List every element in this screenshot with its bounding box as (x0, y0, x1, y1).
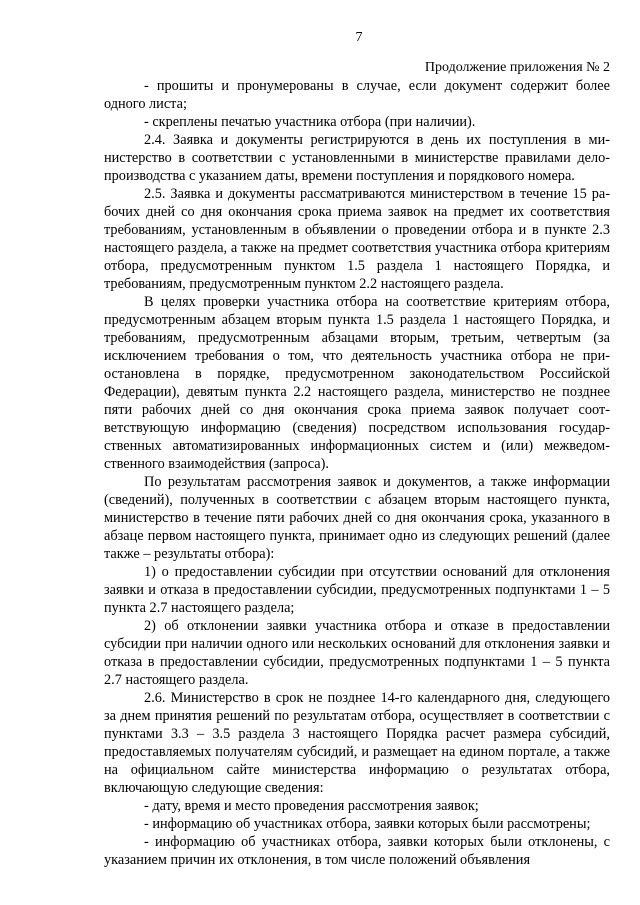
paragraph: - скреплены печатью участника отбора (при наличии). (144, 114, 476, 130)
paragraph: 2.6. Министерство в срок не позднее 14-го календарного дня, следующего за днем принятия решений по результатам отбора, осуществляет в соответствии с пунктами 3.3 – 3.5 раздела 3 настоящего Порядка расчет размера субсидий, предоставляемых получателям субсидий, и размещает на едином портале, а также на официальном сайте министерства информацию о результатах отбора, включающую следующие сведения: (104, 690, 610, 796)
paragraph: В целях проверки участника отбора на соответствие критериям отбора, предусмотренным абзацем вторым пункта 1.5 раздела 1 настоящего Порядка, и требованиям, предусмотренным абзацами вторым, третьим, четвертым (за исключением требования о том, что деятельность участника отбора не приостановлена в порядке, предусмотренном законодательством Российской Федерации), девятым пункта 2.2 настоящего раздела, министерство не позднее пяти рабочих дней со дня окончания срока приема заявок получает соответствующую информацию (сведения) посредством использования государственных автоматизированных информационных систем и (или) межведомственного взаимодействия (запроса). (104, 294, 610, 472)
document-body (104, 77, 610, 869)
paragraph: - дату, время и место проведения рассмотрения заявок; (144, 798, 479, 814)
paragraph: 1) о предоставлении субсидии при отсутствии оснований для отклонения заявки и отказа в предоставлении субсидии, предусмотренных подпунктами 1 – 5 пункта 2.7 настоящего раздела; (104, 564, 610, 616)
paragraph: 2.5. Заявка и документы рассматриваются министерством в течение 15 рабочих дней со дня окончания срока приема заявок на предмет их соответствия требованиям, установленным в объявлении о проведении отбора и в пункте 2.3 настоящего раздела, а также на предмет соответствия участника отбора критериям отбора, предусмотренным пунктом 1.5 раздела 1 настоящего Порядка, и требованиям, предусмотренным пунктом 2.2 настоящего раздела. (104, 186, 610, 292)
paragraph: 2) об отклонении заявки участника отбора и отказе в предоставлении субсидии при наличии одного или нескольких оснований для отклонения заявки и отказа в предоставлении субсидии, предусмотренных подпунктами 1 – 5 пункта 2.7 настоящего раздела. (104, 618, 610, 688)
paragraph: По результатам рассмотрения заявок и документов, а также информации (сведений), полученных в соответствии с абзацем вторым настоящего пункта, министерство в течение пяти рабочих дней со дня окончания срока, указанного в абзаце первом настоящего пункта, принимает одно из следующих решений (далее также – результаты отбора): (104, 474, 610, 562)
continuation-header: Продолжение приложения № 2 (424, 60, 610, 75)
document-page (104, 30, 610, 869)
paragraph: - прошиты и пронумерованы в случае, если документ содержит более одного листа; (104, 78, 610, 112)
paragraph: 2.4. Заявка и документы регистрируются в день их поступления в министерство в соответствии с установленными в министерстве правилами делопроизводства с указанием даты, времени поступления и порядкового номера. (104, 132, 610, 184)
page-number: 7 (355, 30, 363, 45)
paragraph: - информацию об участниках отбора, заявки которых были рассмотрены; (144, 816, 591, 832)
paragraph: - информацию об участниках отбора, заявки которых были отклонены, с указанием причин их отклонения, в том числе положений объявления (104, 834, 610, 868)
